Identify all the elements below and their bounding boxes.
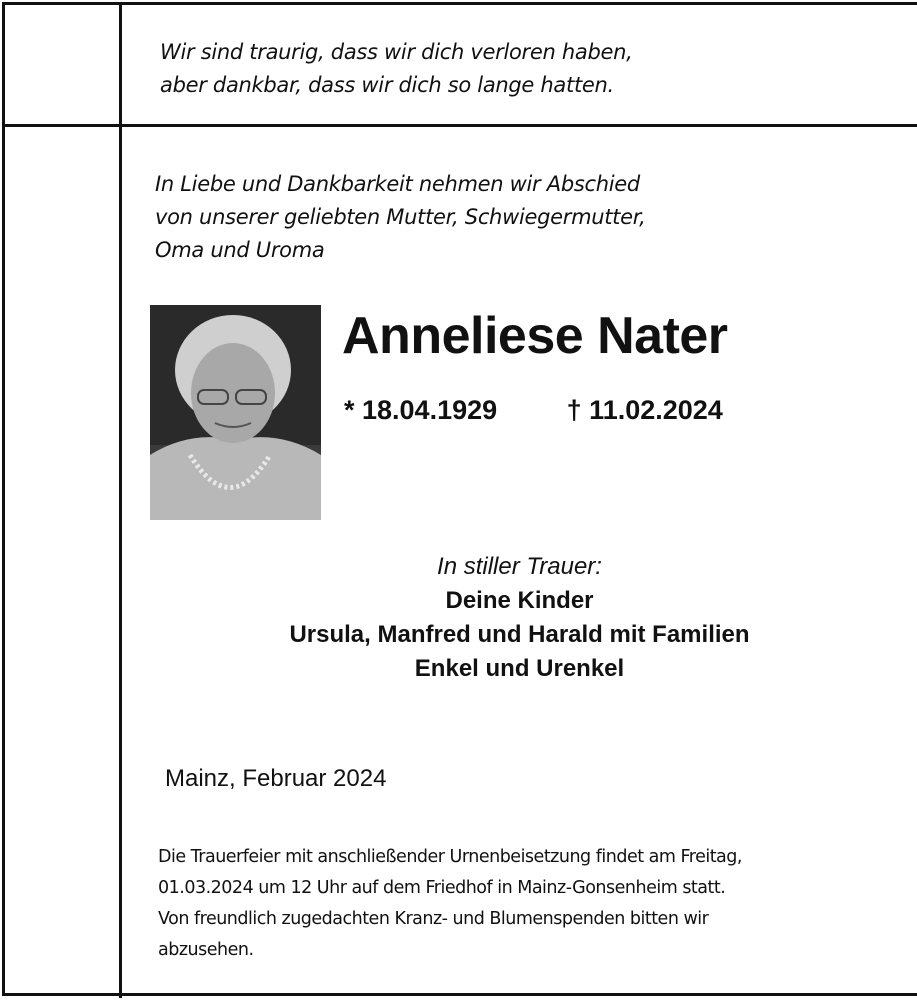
- motto-line: aber dankbar, dass wir dich so lange hatten.: [160, 73, 614, 97]
- death-date: † 11.02.2024: [566, 395, 723, 425]
- intro-line: In Liebe und Dankbarkeit nehmen wir Abschied: [155, 172, 640, 196]
- divider-vertical: [119, 2, 122, 998]
- notice-line: 01.03.2024 um 12 Uhr auf dem Friedhof in Mainz-Gonsenheim statt.: [158, 878, 726, 898]
- deceased-name: Anneliese Nater: [342, 307, 728, 365]
- intro-text: [155, 168, 646, 267]
- motto-line: Wir sind traurig, dass wir dich verloren haben,: [160, 40, 633, 64]
- motto: [160, 36, 632, 102]
- place-date: Mainz, Februar 2024: [165, 765, 387, 792]
- divider-horizontal: [2, 124, 917, 127]
- mourner-line: Ursula, Manfred und Harald mit Familien: [289, 621, 750, 648]
- mourner-line: Deine Kinder: [445, 587, 594, 614]
- notice-line: abzusehen.: [158, 940, 254, 960]
- mourners-heading: In stiller Trauer:: [437, 553, 602, 580]
- birth-date: * 18.04.1929: [344, 395, 498, 425]
- portrait-photo: [150, 305, 321, 520]
- notice-line: Die Trauerfeier mit anschließender Urnenbeisetzung findet am Freitag,: [158, 847, 742, 867]
- intro-line: Oma und Uroma: [155, 238, 325, 262]
- funeral-notice: [158, 842, 742, 966]
- intro-line: von unserer geliebten Mutter, Schwiegermutter,: [155, 205, 646, 229]
- notice-line: Von freundlich zugedachten Kranz- und Blumenspenden bitten wir: [158, 909, 709, 929]
- mourner-line: Enkel und Urenkel: [414, 655, 625, 682]
- life-dates: [344, 395, 723, 426]
- mourners: [122, 550, 917, 686]
